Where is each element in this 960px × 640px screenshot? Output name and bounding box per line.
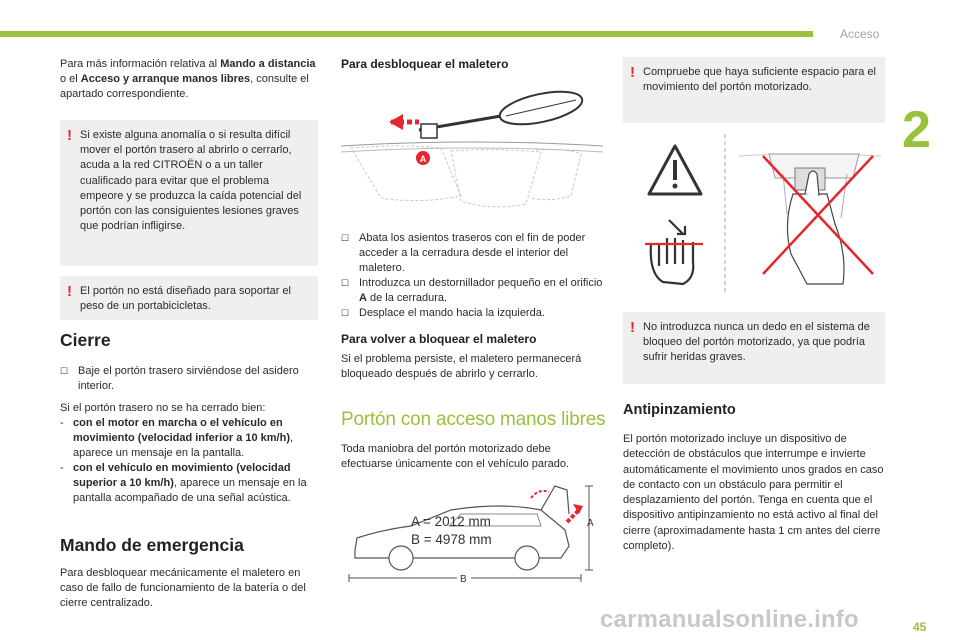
heading-emergency: Mando de emergencia	[60, 535, 244, 555]
watermark: carmanualsonline.info	[600, 606, 859, 633]
warning-text: Compruebe que haya suficiente espacio para el movimiento del portón motorizado.	[643, 66, 876, 94]
unlock-bullets	[341, 231, 603, 321]
car-dimension-illustration	[341, 480, 603, 592]
warning-triangle-icon	[649, 146, 701, 194]
section-title: Acceso	[840, 27, 880, 41]
dimension-a-value: A = 2012 mm	[411, 514, 491, 529]
warning-text: No introduzca nunca un dedo en el sistema de bloqueo del portón motorizado, ya que podría sufrir heridas graves.	[643, 321, 870, 364]
heading-antipinch: Antipinzamiento	[623, 402, 736, 418]
page-number: 45	[913, 620, 927, 634]
warning-icon: !	[67, 283, 72, 300]
intro-paragraph: Para más información relativa al Mando a distancia o el Acceso y arranque manos libres, consulte el apartado correspondiente.	[60, 58, 316, 100]
warning-box-space	[623, 57, 885, 123]
warning-icon: !	[630, 319, 635, 336]
warning-text: El portón no está diseñado para soportar el peso de un portabicicletas.	[80, 285, 291, 313]
warning-icon: !	[67, 127, 72, 144]
list-item: ☐ Desplace el mando hacia la izquierda.	[341, 307, 545, 319]
chapter-number: 2	[902, 101, 931, 159]
trunk-lock-illustration	[341, 86, 603, 216]
hand-icon	[645, 220, 703, 284]
warning-icon: !	[630, 64, 635, 81]
emergency-text: Para desbloquear mecánicamente el maletero en caso de fallo de funcionamiento de la batería o del cierre centralizado.	[60, 567, 306, 609]
warning-text: Si existe alguna anomalía o si resulta difícil mover el portón trasero al abrirlo o cerrarlo, acuda a la red CITROËN o a un taller cualificado para evitar que el problema empeore y se produzca la caída potencial del portón con las consiguientes lesiones graves que podrían infligirse.	[80, 129, 302, 233]
cierre-text: Si el portón trasero no se ha cerrado bien:	[60, 402, 266, 414]
cierre-bullets	[60, 364, 318, 394]
dimension-b-value: B = 4978 mm	[411, 532, 492, 547]
checkbox-bullet-icon: ☐	[341, 278, 350, 288]
dimension-label-a: A	[587, 518, 594, 529]
handsfree-text: Toda maniobra del portón motorizado debe efectuarse únicamente con el vehículo parado.	[341, 443, 570, 470]
warning-box-anomaly	[60, 120, 318, 266]
header-accent-bar	[0, 31, 813, 37]
checkbox-bullet-icon: ☐	[341, 233, 350, 243]
heading-relock: Para volver a bloquear el maletero	[341, 332, 537, 346]
figure-label-a: A	[419, 154, 427, 164]
heading-unlock: Para desbloquear el maletero	[341, 57, 509, 71]
checkbox-bullet-icon: ☐	[60, 366, 69, 376]
list-item: - con el vehículo en movimiento (velocidad superior a 10 km/h), aparece un mensaje en la pantalla acompañado de una señal acústica.	[60, 462, 307, 504]
relock-text: Si el problema persiste, el maletero permanecerá bloqueado después de abrirlo y cerrarlo.	[341, 353, 582, 380]
list-item: - con el motor en marcha o el vehículo en movimiento (velocidad inferior a 10 km/h), aparece un mensaje en la pantalla.	[60, 417, 294, 459]
list-item: ☐ Abata los asientos traseros con el fin de poder acceder a la cerradura desde el interior del maletero.	[341, 232, 586, 274]
dimension-label-b: B	[460, 574, 467, 585]
list-item: ☐ Baje el portón trasero sirviéndose del asidero interior.	[60, 365, 299, 392]
heading-handsfree: Portón con acceso manos libres	[341, 409, 606, 430]
warning-box-bike	[60, 276, 318, 320]
finger-warning-illustration	[623, 134, 885, 294]
warning-box-finger	[623, 312, 885, 384]
checkbox-bullet-icon: ☐	[341, 308, 350, 318]
cierre-dash-list	[60, 416, 318, 506]
antipinch-text: El portón motorizado incluye un dispositivo de detección de obstáculos que interrumpe e invierte automáticamente el movimiento unos grados en caso de contacto con un obstáculo para permitir el desplazamiento del portón. Tenga en cuenta que el dispositivo antipinzamiento no está activo al final del cierre (aproximadamente hasta 1 cm antes del cierre completo).	[623, 433, 884, 553]
list-item: ☐ Introduzca un destornillador pequeño en el orificio A de la cerradura.	[341, 277, 603, 304]
heading-cierre: Cierre	[60, 330, 111, 350]
